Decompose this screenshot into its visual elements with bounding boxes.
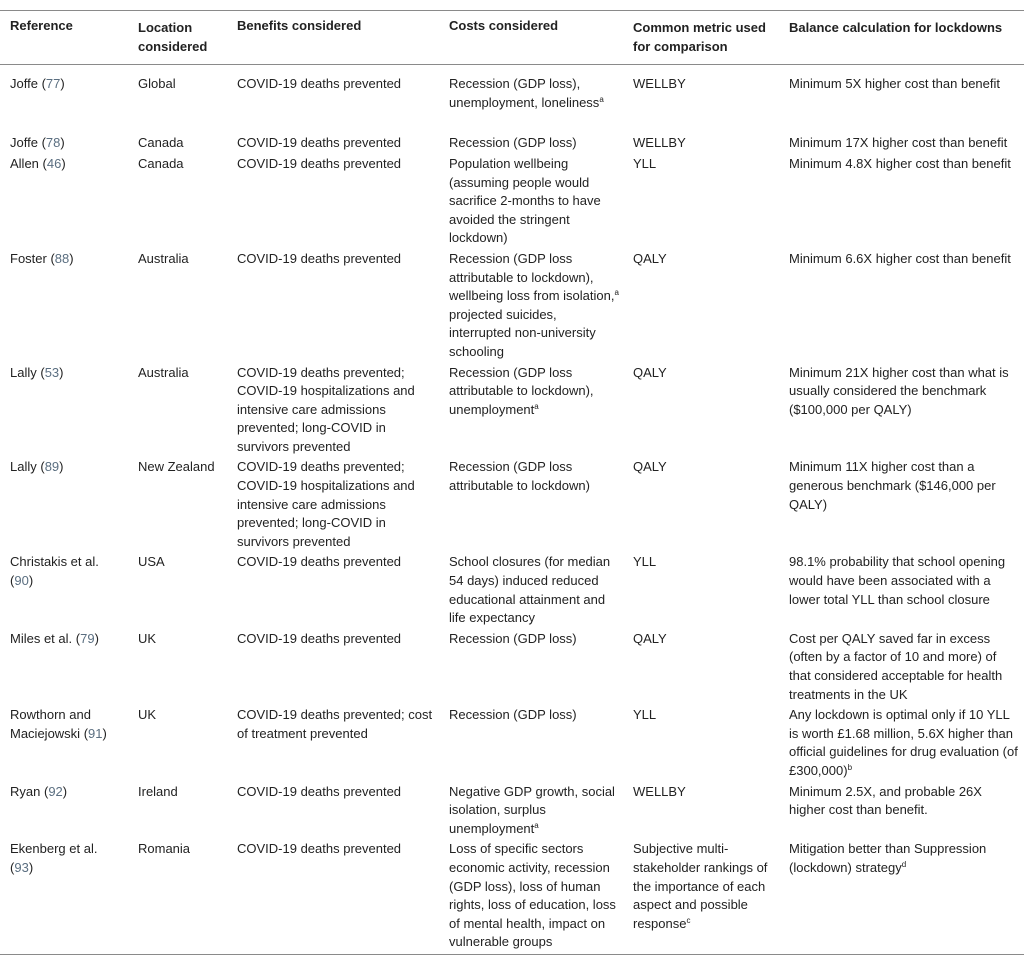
balance-cell [779,458,1024,553]
header-reference: Reference [10,18,73,33]
header-benefits: Benefits considered [237,18,362,33]
location-cell: Romania [138,841,191,857]
reference-cell: Allen (46) [10,155,66,171]
costs-cell [439,630,623,706]
costs-cell [439,250,623,364]
table-row [0,364,1024,459]
reference-cell: Ekenberg et al. (93) [10,841,98,875]
metric-text: WELLBY [633,76,686,92]
reference-link[interactable]: 93 [14,859,29,875]
balance-text: Minimum 4.8X higher cost than benefit [789,155,1011,171]
table-row [0,630,1024,706]
table-row [0,553,1024,629]
reference-author: Lally [10,364,37,380]
costs-footnote: a [599,94,604,104]
metric-text: YLL [633,707,657,723]
costs-cell [439,553,623,629]
metric-cell [623,706,779,782]
balance-text: Minimum 2.5X, and probable 26X higher cost than benefit. [789,783,982,818]
balance-cell [779,155,1024,250]
balance-cell [779,553,1024,629]
header-costs: Costs considered [449,18,559,33]
costs-text: Loss of specific sectors economic activity, recession (GDP loss), loss of human rights, loss of education, loss of mental health, impact on vulnerable groups [449,841,616,950]
benefits-cell: COVID-19 deaths prevented [237,155,402,171]
reference-link[interactable]: 88 [54,250,70,266]
costs-text: Recession (GDP loss attributable to lockdown), unemployment [449,364,594,417]
location-cell: Australia [138,364,189,380]
reference-link[interactable]: 77 [45,76,61,92]
location-cell: New Zealand [138,459,215,475]
reference-link[interactable]: 53 [44,364,60,380]
benefits-cell: COVID-19 deaths prevented; COVID-19 hospitalizations and intensive care admissions prevented; long-COVID in survivors prevented [237,364,415,454]
costs-text: Recession (GDP loss) [449,135,577,151]
location-cell: Canada [138,135,184,151]
table-row [0,458,1024,553]
table-row [0,65,1024,135]
balance-cell [779,134,1024,155]
table-row [0,840,1024,954]
location-cell: UK [138,630,157,646]
benefits-cell: COVID-19 deaths prevented [237,630,402,646]
costs-cell [439,155,623,250]
reference-cell: Lally (53) [10,364,64,380]
balance-cell [779,840,1024,954]
header-metric: Common metric used for comparison [633,20,766,54]
metric-cell [623,553,779,629]
reference-link[interactable]: 91 [88,725,103,741]
balance-cell [779,364,1024,459]
metric-text: WELLBY [633,783,686,799]
balance-text: Minimum 5X higher cost than benefit [789,76,1000,92]
reference-link[interactable]: 89 [44,459,60,475]
header-location: Location considered [138,20,208,54]
reference-author: Lally [10,459,37,475]
metric-text: YLL [633,554,657,570]
costs-footnote: a [534,820,539,830]
costs-text: Recession (GDP loss) [449,630,577,646]
metric-cell [623,458,779,553]
reference-link[interactable]: 79 [80,630,95,646]
metric-cell [623,250,779,364]
table-header-row [0,11,1024,65]
reference-author: Rowthorn and Maciejowski [10,707,91,741]
costs-text: Recession (GDP loss attributable to lockdown), wellbeing loss from isolation, [449,250,615,304]
balance-footnote: b [847,762,853,772]
reference-cell: Lally (89) [10,459,64,475]
metric-text: WELLBY [633,135,686,151]
reference-cell: Christakis et al. (90) [10,554,99,589]
balance-text: Minimum 17X higher cost than benefit [789,135,1008,151]
reference-author: Miles et al. [10,630,73,646]
reference-author: Joffe [10,135,38,151]
location-cell: USA [138,554,165,570]
metric-cell [623,364,779,459]
reference-author: Joffe [10,76,38,92]
reference-cell: Foster (88) [10,250,74,266]
reference-author: Christakis et al. [10,554,99,570]
costs-text: Recession (GDP loss), unemployment, loneliness [449,76,600,110]
reference-cell: Joffe (78) [10,135,65,151]
balance-text: Minimum 21X higher cost than what is usually considered the benchmark ($100,000 per QALY) [789,364,1009,417]
location-cell: Ireland [138,783,178,799]
metric-cell [623,65,779,135]
table-row [0,250,1024,364]
location-cell: Canada [138,155,184,171]
balance-text: 98.1% probability that school opening would have been associated with a lower total YLL than school closure [789,554,1006,607]
benefits-cell: COVID-19 deaths prevented; COVID-19 hospitalizations and intensive care admissions prevented; long-COVID in survivors prevented [237,459,415,549]
benefits-cell: COVID-19 deaths prevented [237,250,402,266]
reference-link[interactable]: 92 [48,783,63,799]
costs-cell [439,134,623,155]
metric-cell [623,134,779,155]
benefits-cell: COVID-19 deaths prevented [237,76,402,92]
metric-text: QALY [633,364,667,380]
table-row [0,706,1024,782]
metric-text: QALY [633,459,667,475]
metric-cell [623,155,779,250]
metric-text: QALY [633,630,667,646]
metric-cell [623,840,779,954]
reference-cell: Rowthorn and Maciejowski (91) [10,707,107,741]
costs-text: Recession (GDP loss) [449,707,577,723]
costs-footnote: a [534,401,539,411]
costs-text: Recession (GDP loss attributable to lockdown) [449,459,590,494]
costs-footnote: a [614,288,619,298]
costs-cell [439,65,623,135]
reference-author: Allen [10,155,39,171]
reference-author: Ryan [10,783,41,799]
reference-author: Ekenberg et al. [10,841,98,857]
reference-cell: Ryan (92) [10,783,68,799]
location-cell: UK [138,707,157,723]
balance-text: Mitigation better than Suppression (lockdown) strategy [789,841,987,875]
table-row [0,134,1024,155]
balance-cell [779,783,1024,841]
metric-cell [623,783,779,841]
balance-text: Cost per QALY saved far in excess (often by a factor of 10 and more) of that considered acceptable for health treatments in the UK [789,630,1003,702]
balance-cell [779,706,1024,782]
table-row [0,155,1024,250]
location-cell: Global [138,76,176,92]
balance-cell [779,65,1024,135]
metric-text: Subjective multi-stakeholder rankings of the importance of each aspect and possible response [633,841,768,931]
costs-cell [439,783,623,841]
benefits-cell: COVID-19 deaths prevented [237,783,402,799]
benefits-cell: COVID-19 deaths prevented [237,554,402,570]
costs-cell [439,364,623,459]
balance-text: Minimum 6.6X higher cost than benefit [789,250,1011,266]
balance-text: Minimum 11X higher cost than a generous benchmark ($146,000 per QALY) [789,459,996,512]
costs-text: Negative GDP growth, social isolation, surplus unemployment [449,783,615,836]
balance-text: Any lockdown is optimal only if 10 YLL is worth £1.68 million, 5.6X higher than official guidelines for drug evaluation (of £300,000) [789,707,1018,778]
balance-footnote: d [901,859,907,869]
reference-author: Foster [10,250,47,266]
header-balance: Balance calculation for lockdowns [789,20,1003,35]
costs-text: Population wellbeing (assuming people would sacrifice 2-months to have avoided the stringent lockdown) [449,155,601,246]
balance-cell [779,630,1024,706]
benefits-cell: COVID-19 deaths prevented [237,841,402,857]
benefits-cell: COVID-19 deaths prevented; cost of treatment prevented [237,707,433,741]
costs-cell [439,458,623,553]
reference-link[interactable]: 78 [45,135,61,151]
costs-cell [439,706,623,782]
metric-text: YLL [633,155,657,171]
reference-link[interactable]: 90 [14,573,29,589]
reference-cell: Joffe (77) [10,76,65,92]
reference-link[interactable]: 46 [46,155,62,171]
table-row [0,783,1024,841]
costs-text: School closures (for median 54 days) induced reduced educational attainment and life expectancy [449,554,611,626]
metric-footnote: c [686,915,691,925]
costs-text-continued: projected suicides, interrupted non-university schooling [449,306,596,359]
lockdown-cost-benefit-table [0,10,1024,955]
balance-cell [779,250,1024,364]
metric-text: QALY [633,250,667,266]
costs-cell [439,840,623,954]
metric-cell [623,630,779,706]
location-cell: Australia [138,250,189,266]
reference-cell: Miles et al. (79) [10,630,99,646]
benefits-cell: COVID-19 deaths prevented [237,135,402,151]
